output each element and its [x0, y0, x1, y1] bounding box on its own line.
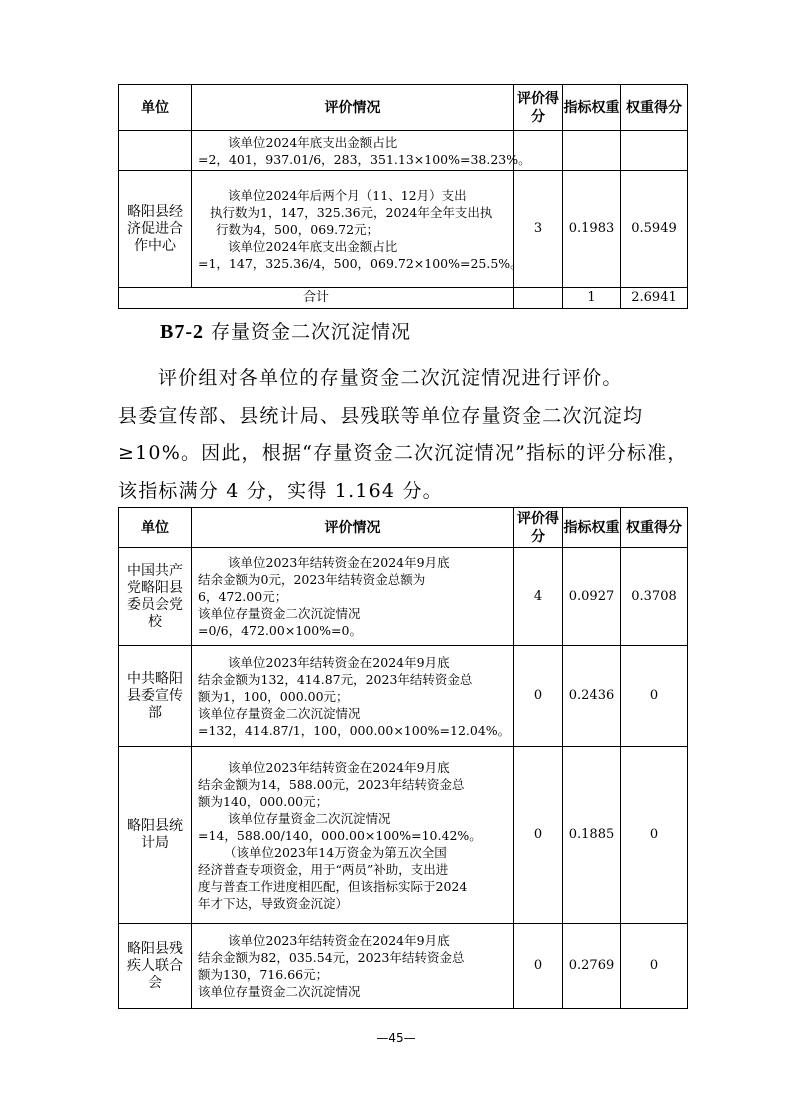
row-weighted-score: 0.3708 [621, 548, 688, 646]
page-number: —45— [376, 1031, 416, 1045]
row-desc: 该单位2023年结转资金在2024年9月底 结余金额为14，588.00元，2023年结转资金总 额为140，000.00元； 该单位存量资金二次沉淀情况 =14，588.00/140，000.00×100%=10.42%。 （该单位2023年14万资金为第五次全国 经济普查专项资金，用于“两员”补助，支出进 度与普查工作进度相匹配，但该指标实际于2024 年才下达，导致资金沉淀） [192, 747, 514, 924]
row-unit: 略阳县统计局 [119, 747, 192, 924]
row-unit: 略阳县经济促进合作中心 [119, 171, 192, 288]
header-weight: 指标权重 [563, 85, 621, 131]
row-unit: 中国共产党略阳县委员会党校 [119, 548, 192, 646]
header-desc: 评价情况 [192, 508, 514, 548]
paragraph-line: 评价组对各单位的存量资金二次沉淀情况进行评价。 [158, 367, 623, 389]
row-score: 3 [514, 171, 563, 288]
header-unit: 单位 [119, 85, 192, 131]
evaluation-table [118, 507, 688, 1009]
total-weighted-score: 2.6941 [621, 288, 688, 309]
row-weight: 0.2769 [563, 924, 621, 1009]
row-desc: 该单位2024年后两个月（11、12月）支出 执行数为1，147，325.36元，2024年全年支出执 行数为4，500，069.72元； 该单位2024年底支出金额占比 =1，147，325.36/4，500，069.72×100%=25.5%。 [192, 171, 514, 288]
header-weighted-score: 权重得分 [621, 85, 688, 131]
section-title: 存量资金二次沉淀情况 [211, 321, 412, 343]
total-row [119, 288, 688, 309]
row-score: 4 [514, 548, 563, 646]
row-desc: 该单位2023年结转资金在2024年9月底 结余金额为0元，2023年结转资金总额为 6，472.00元； 该单位存量资金二次沉淀情况 =0/6，472.00×100%=0。 [192, 548, 514, 646]
row-weighted-score: 0.5949 [621, 171, 688, 288]
paragraph-line: 县委宣传部、县统计局、县残联等单位存量资金二次沉淀均 [118, 404, 644, 427]
row-desc: 该单位2023年结转资金在2024年9月底 结余金额为132，414.87元，2023年结转资金总 额为1，100，000.00元； 该单位存量资金二次沉淀情况 =132，414.87/1，100，000.00×100%=12.04%。 [192, 646, 514, 747]
table-header-row [119, 508, 688, 548]
header-score: 评价得分 [514, 508, 563, 548]
row-weighted-score: 0 [621, 924, 688, 1009]
paragraph-line: ≥10%。因此，根据“存量资金二次沉淀情况”指标的评分标准， [118, 442, 688, 464]
section-heading [160, 318, 411, 346]
paragraph-line: 该指标满分 4 分，实得 1.164 分。 [118, 479, 443, 502]
table-row [119, 924, 688, 1009]
body-paragraph [118, 360, 690, 510]
header-weight: 指标权重 [563, 508, 621, 548]
row-unit: 略阳县残疾人联合会 [119, 924, 192, 1009]
row-weight: 0.2436 [563, 646, 621, 747]
table-row [119, 747, 688, 924]
evaluation-table-continued [118, 84, 688, 309]
row-weight: 0.1983 [563, 171, 621, 288]
row-score: 0 [514, 747, 563, 924]
row-weighted-score: 0 [621, 646, 688, 747]
row-unit [119, 131, 192, 171]
total-weight: 1 [563, 288, 621, 309]
section-code: B7-2 [160, 321, 204, 343]
total-label: 合计 [119, 288, 514, 309]
row-unit: 中共略阳县委宣传部 [119, 646, 192, 747]
header-desc: 评价情况 [192, 85, 514, 131]
table-row [119, 171, 688, 288]
table-row [119, 131, 688, 171]
header-weighted-score: 权重得分 [621, 508, 688, 548]
row-desc: 该单位2024年底支出金额占比 =2，401，937.01/6，283，351.13×100%=38.23%。 [192, 131, 514, 171]
header-unit: 单位 [119, 508, 192, 548]
table-header-row [119, 85, 688, 131]
row-weighted-score: 0 [621, 747, 688, 924]
row-weight: 0.0927 [563, 548, 621, 646]
row-desc: 该单位2023年结转资金在2024年9月底 结余金额为82，035.54元，2023年结转资金总 额为130，716.66元； 该单位存量资金二次沉淀情况 [192, 924, 514, 1009]
table-row [119, 548, 688, 646]
row-score: 0 [514, 646, 563, 747]
row-weight: 0.1885 [563, 747, 621, 924]
row-score: 0 [514, 924, 563, 1009]
row-weight [563, 131, 621, 171]
row-weighted-score [621, 131, 688, 171]
table-row [119, 646, 688, 747]
header-score: 评价得分 [514, 85, 563, 131]
